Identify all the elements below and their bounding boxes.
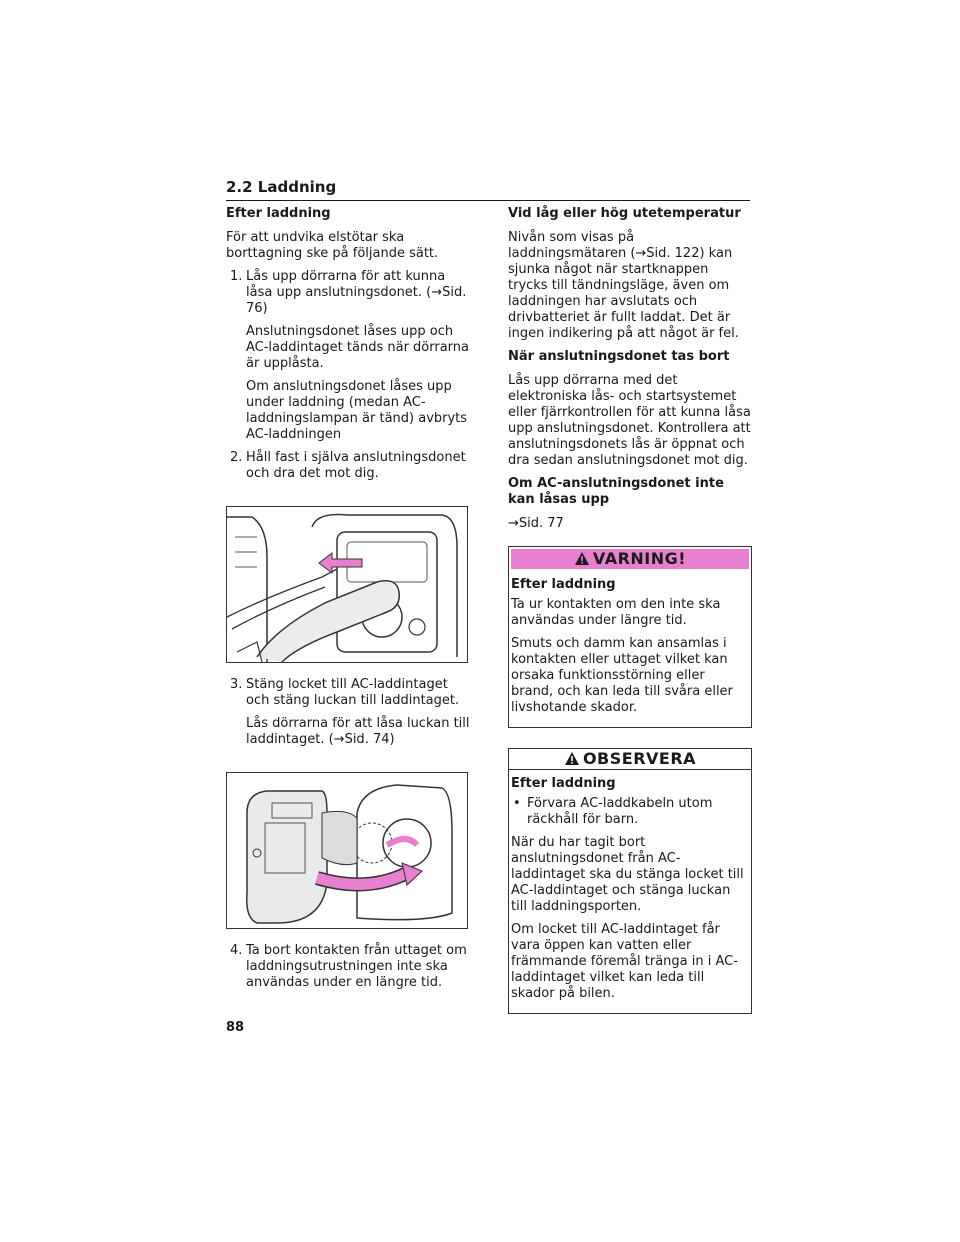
left-column — [226, 206, 470, 998]
warning-text-2: Smuts och damm kan ansamlas i kontakten eller uttaget vilket kan orsaka funktionsstörning eller brand, och kan leda till svåra eller livshotande skador. — [511, 636, 733, 715]
warning-triangle-icon — [574, 551, 590, 566]
step-2-text: Håll fast i själva anslutningsdonet och dra det mot dig. — [246, 450, 466, 481]
step-3-text: Stäng locket till AC-laddintaget och stäng luckan till laddintaget. — [246, 677, 460, 708]
warning-text-1: Ta ur kontakten om den inte ska användas under längre tid. — [511, 597, 721, 628]
illustration-close-lid — [226, 772, 468, 929]
step-1 — [226, 269, 470, 317]
notice-box — [508, 748, 752, 1014]
step-3 — [226, 677, 470, 709]
heading-efter-laddning: Efter laddning — [226, 206, 331, 221]
step-1-number: 1. — [230, 269, 243, 284]
heading-cannot-unlock: Om AC-anslutningsdonet inte kan låsas upp — [508, 476, 724, 507]
step-4-number: 4. — [230, 943, 243, 958]
notice-triangle-icon — [564, 751, 580, 766]
removal-text: Lås upp dörrarna med det elektroniska lås- och startsystemet eller fjärrkontrollen för att kunna låsa upp anslutningsdonet. Kontrollera att anslutningsdonets lås är öppnat och dra sedan anslutningsdonet mot dig. — [508, 373, 751, 468]
page-number: 88 — [226, 1020, 245, 1035]
step-4-text: Ta bort kontakten från uttaget om laddningsutrustningen inte ska användas under en längre tid. — [246, 943, 467, 990]
warning-header — [511, 549, 749, 569]
step-4 — [226, 943, 470, 991]
step-3-note: Lås dörrarna för att låsa luckan till laddintaget. (→Sid. 74) — [246, 716, 470, 747]
step-1-text: Lås upp dörrarna för att kunna låsa upp anslutningsdonet. (→Sid. 76) — [246, 269, 467, 316]
step-3-number: 3. — [230, 677, 243, 692]
warning-box — [508, 546, 752, 728]
right-column — [508, 206, 752, 1014]
step-2 — [226, 450, 470, 482]
temperature-text: Nivån som visas på laddningsmätaren (→Sid. 122) kan sjunka något när startknappen trycks till tändningsläge, även om laddningen har avslutats och drivbatteriet är fullt laddat. Det är ingen indikering på att något är fel. — [508, 230, 739, 341]
notice-header — [509, 749, 751, 770]
heading-temperature: Vid låg eller hög utetemperatur — [508, 206, 741, 221]
bullet-mark: • — [513, 796, 521, 811]
step-1-note-2: Om anslutningsdonet låses upp under laddning (medan AC-laddningslampan är tänd) avbryts AC-laddningen — [246, 379, 468, 442]
warning-title: VARNING! — [592, 549, 687, 568]
intro-text: För att undvika elstötar ska borttagning ske på följande sätt. — [226, 230, 439, 261]
notice-bullet-1-text: Förvara AC-laddkabeln utom räckhåll för barn. — [527, 796, 713, 827]
warning-heading: Efter laddning — [511, 577, 616, 592]
warning-body — [509, 571, 751, 727]
step-1-note-1: Anslutningsdonet låses upp och AC-laddintaget tänds när dörrarna är upplåsta. — [246, 324, 470, 371]
notice-bullet-1 — [511, 796, 749, 828]
close-lid-drawing — [227, 773, 467, 928]
section-header: 2.2 Laddning — [226, 178, 750, 201]
notice-text-1: När du har tagit bort anslutningsdonet från AC-laddintaget ska du stänga locket till AC-laddintaget och stänga luckan till laddningsporten. — [511, 835, 744, 914]
notice-text-2: Om locket till AC-laddintaget får vara öppen kan vatten eller främmande föremål tränga in i AC-laddintaget vilket kan leda till skador på bilen. — [511, 922, 738, 1001]
notice-heading: Efter laddning — [511, 776, 616, 791]
heading-removal: När anslutningsdonet tas bort — [508, 349, 730, 364]
cannot-unlock-ref: →Sid. 77 — [508, 516, 564, 531]
connector-removal-drawing — [227, 507, 467, 662]
step-2-number: 2. — [230, 450, 243, 465]
illustration-connector-removal — [226, 506, 468, 663]
notice-title: OBSERVERA — [582, 749, 697, 768]
notice-body — [509, 770, 751, 1013]
